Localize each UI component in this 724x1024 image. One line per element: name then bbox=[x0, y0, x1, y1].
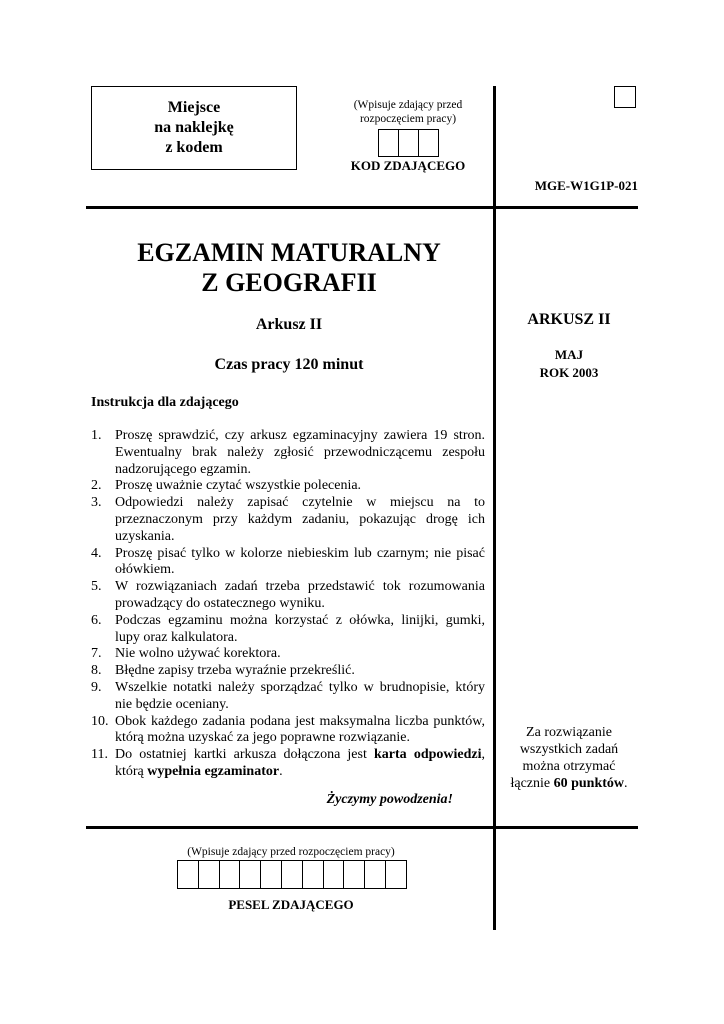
exam-subtitle: Arkusz II bbox=[255, 316, 323, 333]
item-text: W rozwiązaniach zadań trzeba przedstawić tok rozumowania prowadzący do ostatecznego wyniku. bbox=[115, 579, 485, 611]
item-text: Wszelkie notatki należy sporządzać tylko w brudnopisie, który nie będzie oceniany. bbox=[115, 679, 485, 712]
points-line-3: można otrzymać bbox=[522, 759, 616, 774]
instructions-list bbox=[91, 428, 485, 781]
list-item bbox=[91, 646, 485, 663]
good-luck-text: Życzymy powodzenia! bbox=[326, 792, 453, 807]
sticker-line-3: z kodem bbox=[165, 139, 223, 156]
item-text-part: , którą bbox=[115, 747, 485, 779]
sticker-line-1: Miejsce bbox=[167, 99, 221, 116]
exam-duration: Czas pracy 120 minut bbox=[214, 356, 364, 373]
item-number: 10. bbox=[91, 713, 109, 729]
pesel-cell[interactable] bbox=[219, 860, 241, 889]
item-number: 4. bbox=[91, 545, 102, 561]
item-text: Proszę sprawdzić, czy arkusz egzaminacyjny zawiera 19 stron. Ewentualny brak należy zgłosić przewodniczącemu zespołu nadzorującego egzamin. bbox=[115, 428, 485, 477]
list-item bbox=[91, 478, 485, 495]
pesel-cell[interactable] bbox=[385, 860, 407, 889]
pesel-cell[interactable] bbox=[364, 860, 386, 889]
pesel-entry-cells[interactable] bbox=[177, 860, 407, 889]
right-sheet-label: ARKUSZ II bbox=[527, 311, 611, 328]
code-cell[interactable] bbox=[398, 129, 419, 157]
item-text: Błędne zapisy trzeba wyraźnie przekreślić. bbox=[115, 663, 355, 679]
item-text: Proszę uważnie czytać wszystkie polecenia. bbox=[115, 478, 362, 494]
item-text: Nie wolno używać korektora. bbox=[115, 646, 281, 662]
list-item bbox=[91, 546, 485, 580]
list-item bbox=[91, 663, 485, 680]
points-line-4 bbox=[500, 775, 638, 792]
points-total: 60 punktów bbox=[553, 776, 625, 791]
list-item bbox=[91, 579, 485, 613]
code-cell[interactable] bbox=[418, 129, 439, 157]
pesel-label: PESEL ZDAJĄCEGO bbox=[228, 897, 354, 912]
pesel-cell[interactable] bbox=[260, 860, 282, 889]
item-number: 3. bbox=[91, 495, 102, 511]
pesel-cell[interactable] bbox=[323, 860, 345, 889]
points-prefix: łącznie bbox=[510, 776, 554, 791]
item-text-bold: wypełnia egzaminator bbox=[147, 763, 280, 779]
item-number: 2. bbox=[91, 478, 102, 494]
item-number: 11. bbox=[91, 747, 108, 763]
sticker-placeholder-box bbox=[91, 86, 297, 170]
code-label: KOD ZDAJĄCEGO bbox=[350, 158, 466, 173]
vertical-divider bbox=[493, 86, 496, 930]
item-number: 9. bbox=[91, 679, 102, 695]
pesel-cell[interactable] bbox=[239, 860, 261, 889]
item-text: Obok każdego zadania podana jest maksymalna liczba punktów, którą można uzyskać za jego poprawne rozwiązanie. bbox=[115, 713, 485, 746]
item-number: 6. bbox=[91, 612, 102, 628]
sticker-line-2: na naklejkę bbox=[154, 119, 234, 136]
list-item bbox=[91, 495, 485, 545]
item-text-part: . bbox=[279, 763, 283, 779]
code-entry-cells[interactable] bbox=[378, 129, 439, 157]
item-text: Podczas egzaminu można korzystać z ołówka, linijki, gumki, lupy oraz kalkulatora. bbox=[115, 612, 485, 645]
list-item bbox=[91, 747, 485, 781]
code-note-line-1: (Wpisuje zdający przed bbox=[353, 99, 463, 111]
sheet-id: MGE-W1G1P-021 bbox=[534, 178, 638, 193]
item-number: 7. bbox=[91, 646, 102, 662]
exam-month: MAJ bbox=[554, 347, 584, 362]
instructions-heading: Instrukcja dla zdającego bbox=[91, 395, 239, 410]
pesel-cell[interactable] bbox=[281, 860, 303, 889]
item-text: Proszę pisać tylko w kolorze niebieskim lub czarnym; nie pisać ołówkiem. bbox=[115, 545, 485, 578]
exam-year: ROK 2003 bbox=[539, 365, 599, 380]
list-item bbox=[91, 714, 485, 748]
item-text bbox=[115, 747, 485, 781]
exam-date bbox=[500, 346, 638, 382]
exam-title-line-2: Z GEOGRAFII bbox=[201, 268, 377, 297]
pesel-cell[interactable] bbox=[343, 860, 365, 889]
points-line-1: Za rozwiązanie bbox=[526, 725, 612, 740]
bottom-divider bbox=[86, 826, 638, 829]
pesel-cell[interactable] bbox=[302, 860, 324, 889]
code-cell[interactable] bbox=[378, 129, 399, 157]
item-number: 5. bbox=[91, 579, 102, 595]
exam-title bbox=[86, 238, 492, 298]
exam-title-line-1: EGZAMIN MATURALNY bbox=[137, 238, 441, 267]
corner-checkbox[interactable] bbox=[614, 86, 636, 108]
max-points-note bbox=[500, 724, 638, 792]
pesel-cell[interactable] bbox=[177, 860, 199, 889]
list-item bbox=[91, 680, 485, 714]
item-text-part: Do ostatniej kartki arkusza dołączona jest bbox=[115, 747, 375, 763]
item-number: 1. bbox=[91, 428, 102, 443]
points-line-2: wszystkich zadań bbox=[519, 742, 619, 757]
item-text: Odpowiedzi należy zapisać czytelnie w miejscu na to przeznaczonym przy każdym zadaniu, pokazując drogę ich uzyskania. bbox=[115, 495, 485, 544]
top-divider bbox=[86, 206, 638, 209]
list-item bbox=[91, 613, 485, 647]
code-note-line-2: rozpoczęciem pracy) bbox=[359, 113, 457, 125]
list-item bbox=[91, 428, 485, 478]
pesel-instruction-note: (Wpisuje zdający przed rozpoczęciem pracy) bbox=[187, 846, 395, 858]
item-text-bold: karta odpowiedzi bbox=[374, 747, 482, 763]
item-number: 8. bbox=[91, 663, 102, 679]
code-instruction-note bbox=[330, 98, 486, 126]
points-suffix: . bbox=[624, 776, 628, 791]
pesel-cell[interactable] bbox=[198, 860, 220, 889]
